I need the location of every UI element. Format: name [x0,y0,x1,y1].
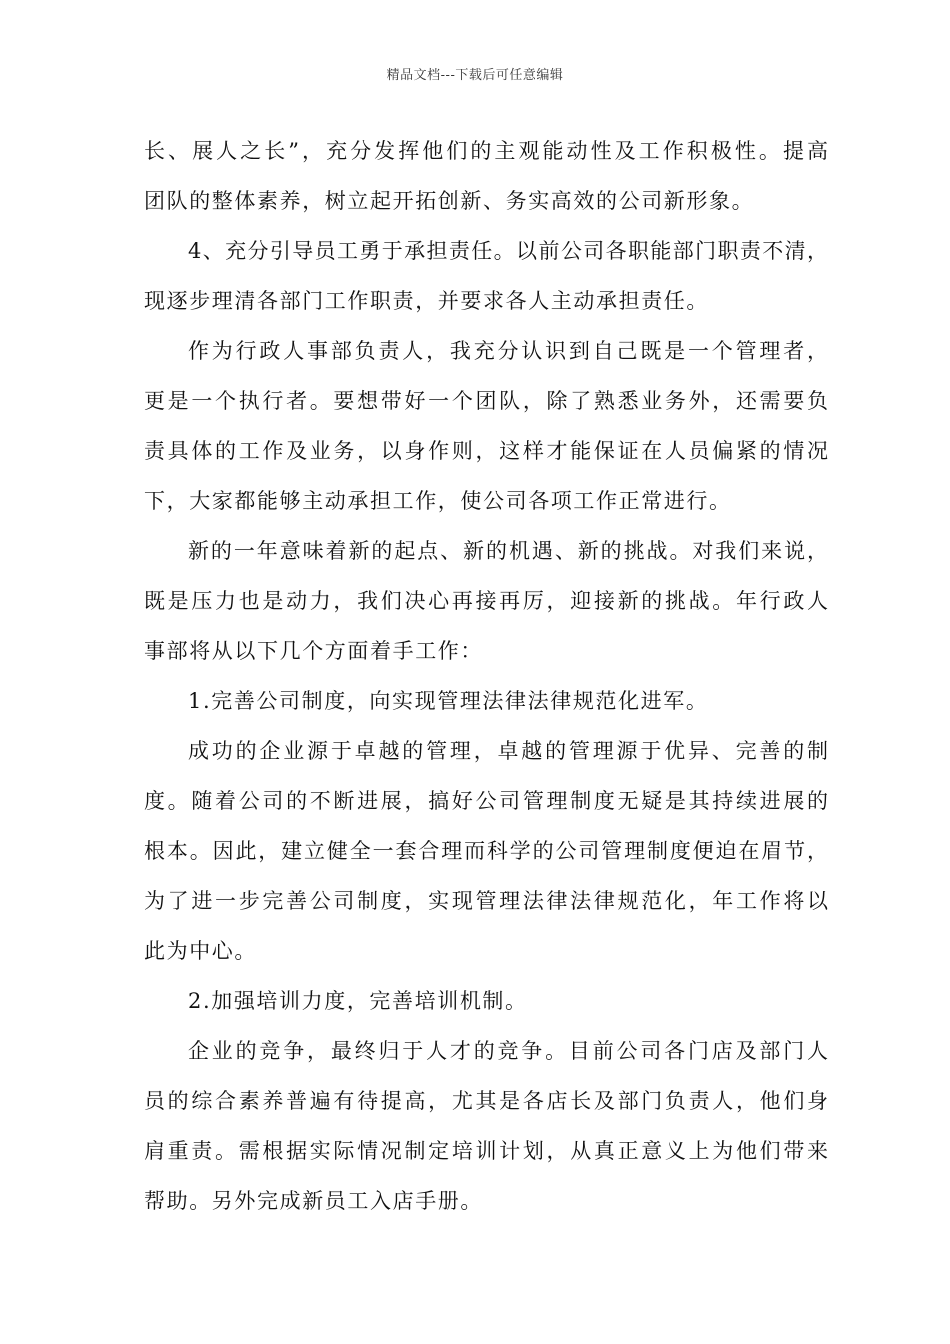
text-line: 4、充分引导员工勇于承担责任。以前公司各职能部门职责不清， [188,239,828,263]
paragraph [144,226,828,326]
text-line: 肩重责。需根据实际情况制定培训计划，从真正意义上为他们带来 [144,1139,828,1163]
text-line: 团队的整体素养，树立起开拓创新、务实高效的公司新形象。 [144,189,755,213]
text-line: 企业的竞争，最终归于人才的竞争。目前公司各门店及部门人 [188,1039,828,1063]
text-line: 新的一年意味着新的起点、新的机遇、新的挑战。对我们来说， [188,539,828,563]
text-line: 下，大家都能够主动承担工作，使公司各项工作正常进行。 [144,489,732,513]
text-line: 现逐步理清各部门工作职责，并要求各人主动承担责任。 [144,289,709,313]
text-line: 成功的企业源于卓越的管理，卓越的管理源于优异、完善的制 [188,739,828,763]
paragraph [144,526,828,676]
text-line: 为了进一步完善公司制度，实现管理法律法律规范化，年工作将以 [144,889,828,913]
paragraph [144,726,828,976]
section-heading [144,676,828,726]
paragraph [144,1026,828,1226]
text-line: 事部将从以下几个方面着手工作： [144,639,483,663]
paragraph [144,126,828,226]
text-line: 此为中心。 [144,939,257,963]
paragraph [144,326,828,526]
text-line: 更是一个执行者。要想带好一个团队，除了熟悉业务外，还需要负 [144,389,828,413]
text-line: 1.完善公司制度，向实现管理法律法律规范化进军。 [188,689,709,713]
text-line: 作为行政人事部负责人，我充分认识到自己既是一个管理者， [188,339,828,363]
text-line: 根本。因此，建立健全一套合理而科学的公司管理制度便迫在眉节， [144,839,828,863]
text-line: 2.加强培训力度，完善培训机制。 [188,989,528,1013]
text-line: 帮助。另外完成新员工入店手册。 [144,1189,483,1213]
text-line: 长、展人之长”，充分发挥他们的主观能动性及工作积极性。提高 [144,139,828,163]
text-line: 员的综合素养普遍有待提高，尤其是各店长及部门负责人，他们身 [144,1089,828,1113]
text-line: 度。随着公司的不断进展，搞好公司管理制度无疑是其持续进展的 [144,789,828,813]
page-header: 精品文档---下载后可任意编辑 [386,68,564,83]
text-line: 责具体的工作及业务，以身作则，这样才能保证在人员偏紧的情况 [144,439,828,463]
text-line: 既是压力也是动力，我们决心再接再厉，迎接新的挑战。年行政人 [144,589,828,613]
section-heading [144,976,828,1026]
document-body [144,126,828,1226]
